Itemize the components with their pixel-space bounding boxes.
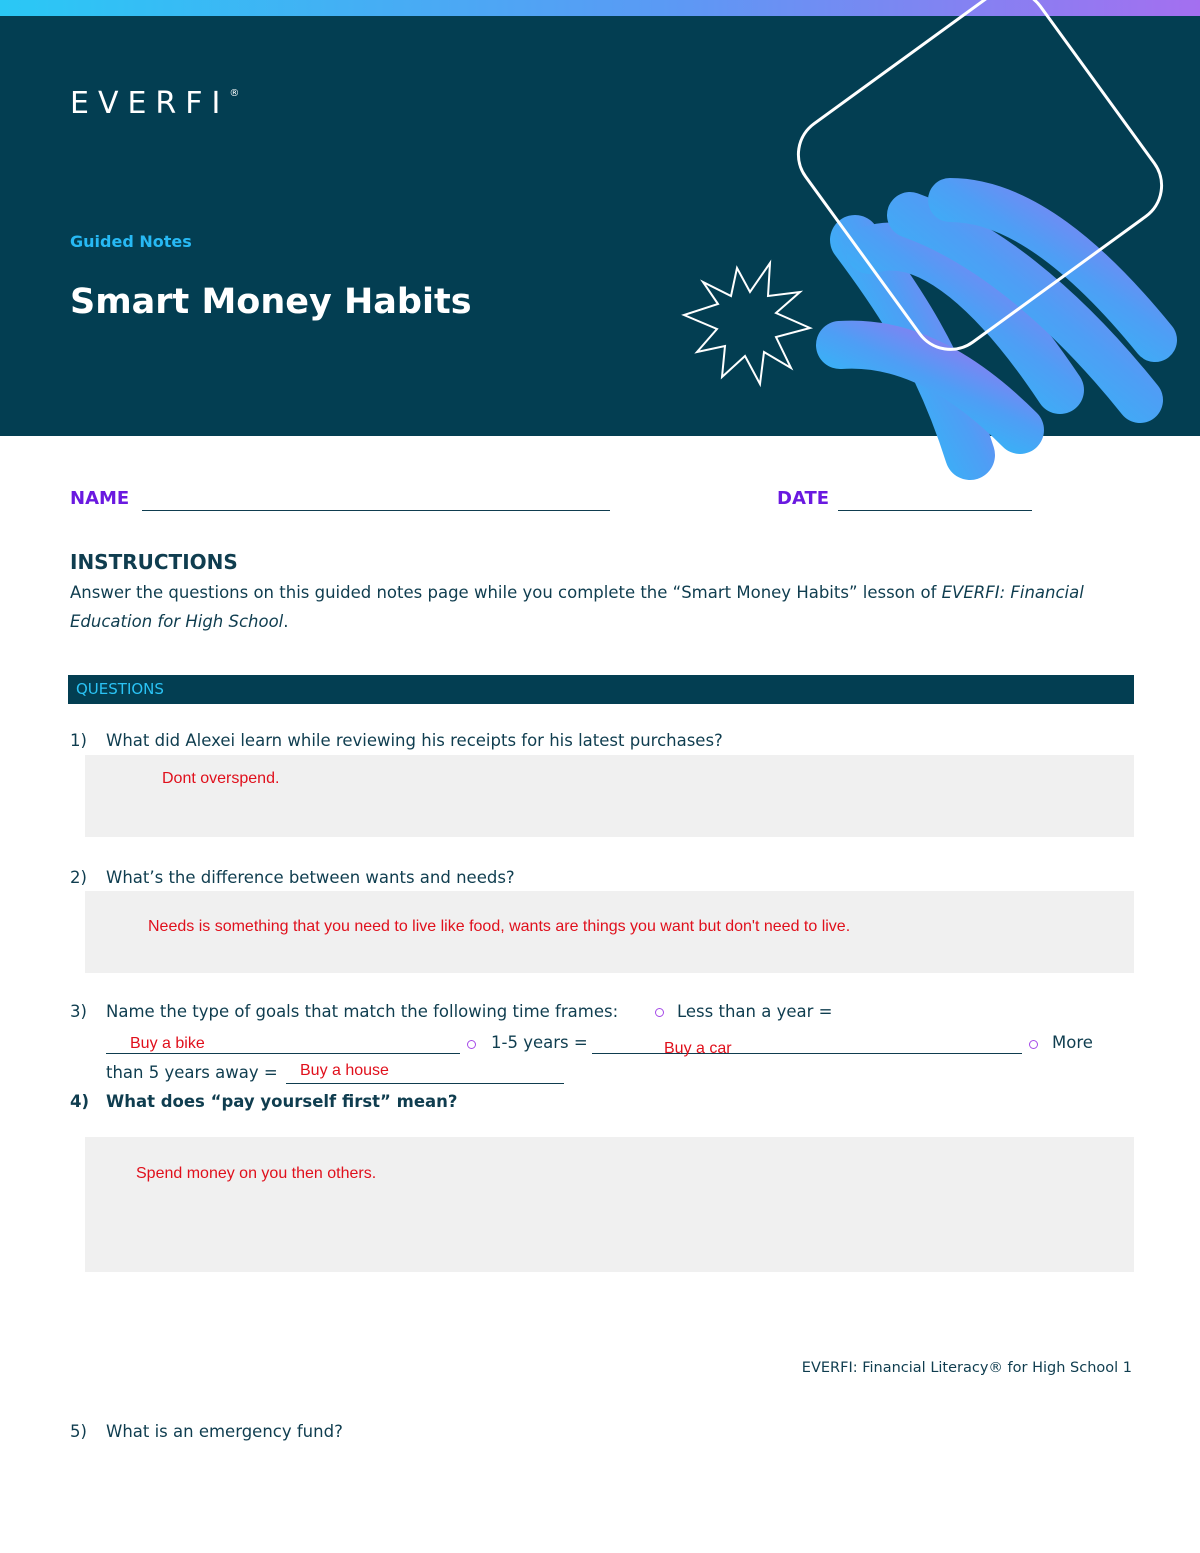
questions-header: QUESTIONS [68,675,1134,704]
timeframe-blank[interactable] [106,1053,460,1054]
answer-box[interactable] [85,755,1134,837]
timeframe-answer: Buy a bike [130,1035,205,1052]
instructions-text: Answer the questions on this guided notes page while you complete the “Smart Money Habits” lesson of EVERFI: Financial Education for High School. [70,583,1084,631]
instructions-heading: INSTRUCTIONS [70,550,238,574]
everfi-logo: EVERFI® [70,86,240,121]
question-number: 4) [70,1092,90,1111]
bullet-icon [655,1008,664,1017]
question-number: 2) [70,868,87,887]
timeframe-label: Less than a year = [677,1002,833,1021]
question-number: 1) [70,731,87,750]
name-label: NAME [70,488,130,509]
answer-box[interactable] [85,1137,1134,1272]
bullet-icon [467,1040,476,1049]
date-label: DATE [777,488,830,509]
question-text: What’s the difference between wants and needs? [106,868,515,887]
answer-text: Spend money on you then others. [136,1165,377,1182]
star-outline [684,263,810,384]
timeframe-label: More [1052,1033,1093,1052]
timeframe-blank[interactable] [592,1053,1022,1054]
scribble-shape [840,200,1155,455]
question-text: Name the type of goals that match the following time frames: [106,1002,619,1021]
timeframe-label: 1-5 years = [491,1033,588,1052]
bullet-icon [1029,1040,1038,1049]
question-number: 3) [70,1002,87,1021]
answer-text: Needs is something that you need to live like food, wants are things you want but don't need to live. [148,918,851,935]
answer-text: Dont overspend. [162,770,280,787]
timeframe-answer: Buy a car [664,1040,732,1057]
timeframe-label: than 5 years away = [106,1063,278,1082]
eyebrow-label: Guided Notes [70,232,192,251]
page-title: Smart Money Habits [70,282,472,322]
name-field[interactable] [142,510,610,511]
page-footer: EVERFI: Financial Literacy® for High School 1 [801,1360,1132,1376]
timeframe-answer: Buy a house [300,1062,389,1079]
question-text: What does “pay yourself first” mean? [106,1092,458,1111]
question-text: What did Alexei learn while reviewing his receipts for his latest purchases? [106,731,723,750]
timeframe-blank[interactable] [286,1083,564,1084]
date-field[interactable] [838,510,1032,511]
question-text: What is an emergency fund? [106,1422,343,1441]
decorative-scribble-art [640,0,1200,480]
question-number: 5) [70,1422,87,1441]
